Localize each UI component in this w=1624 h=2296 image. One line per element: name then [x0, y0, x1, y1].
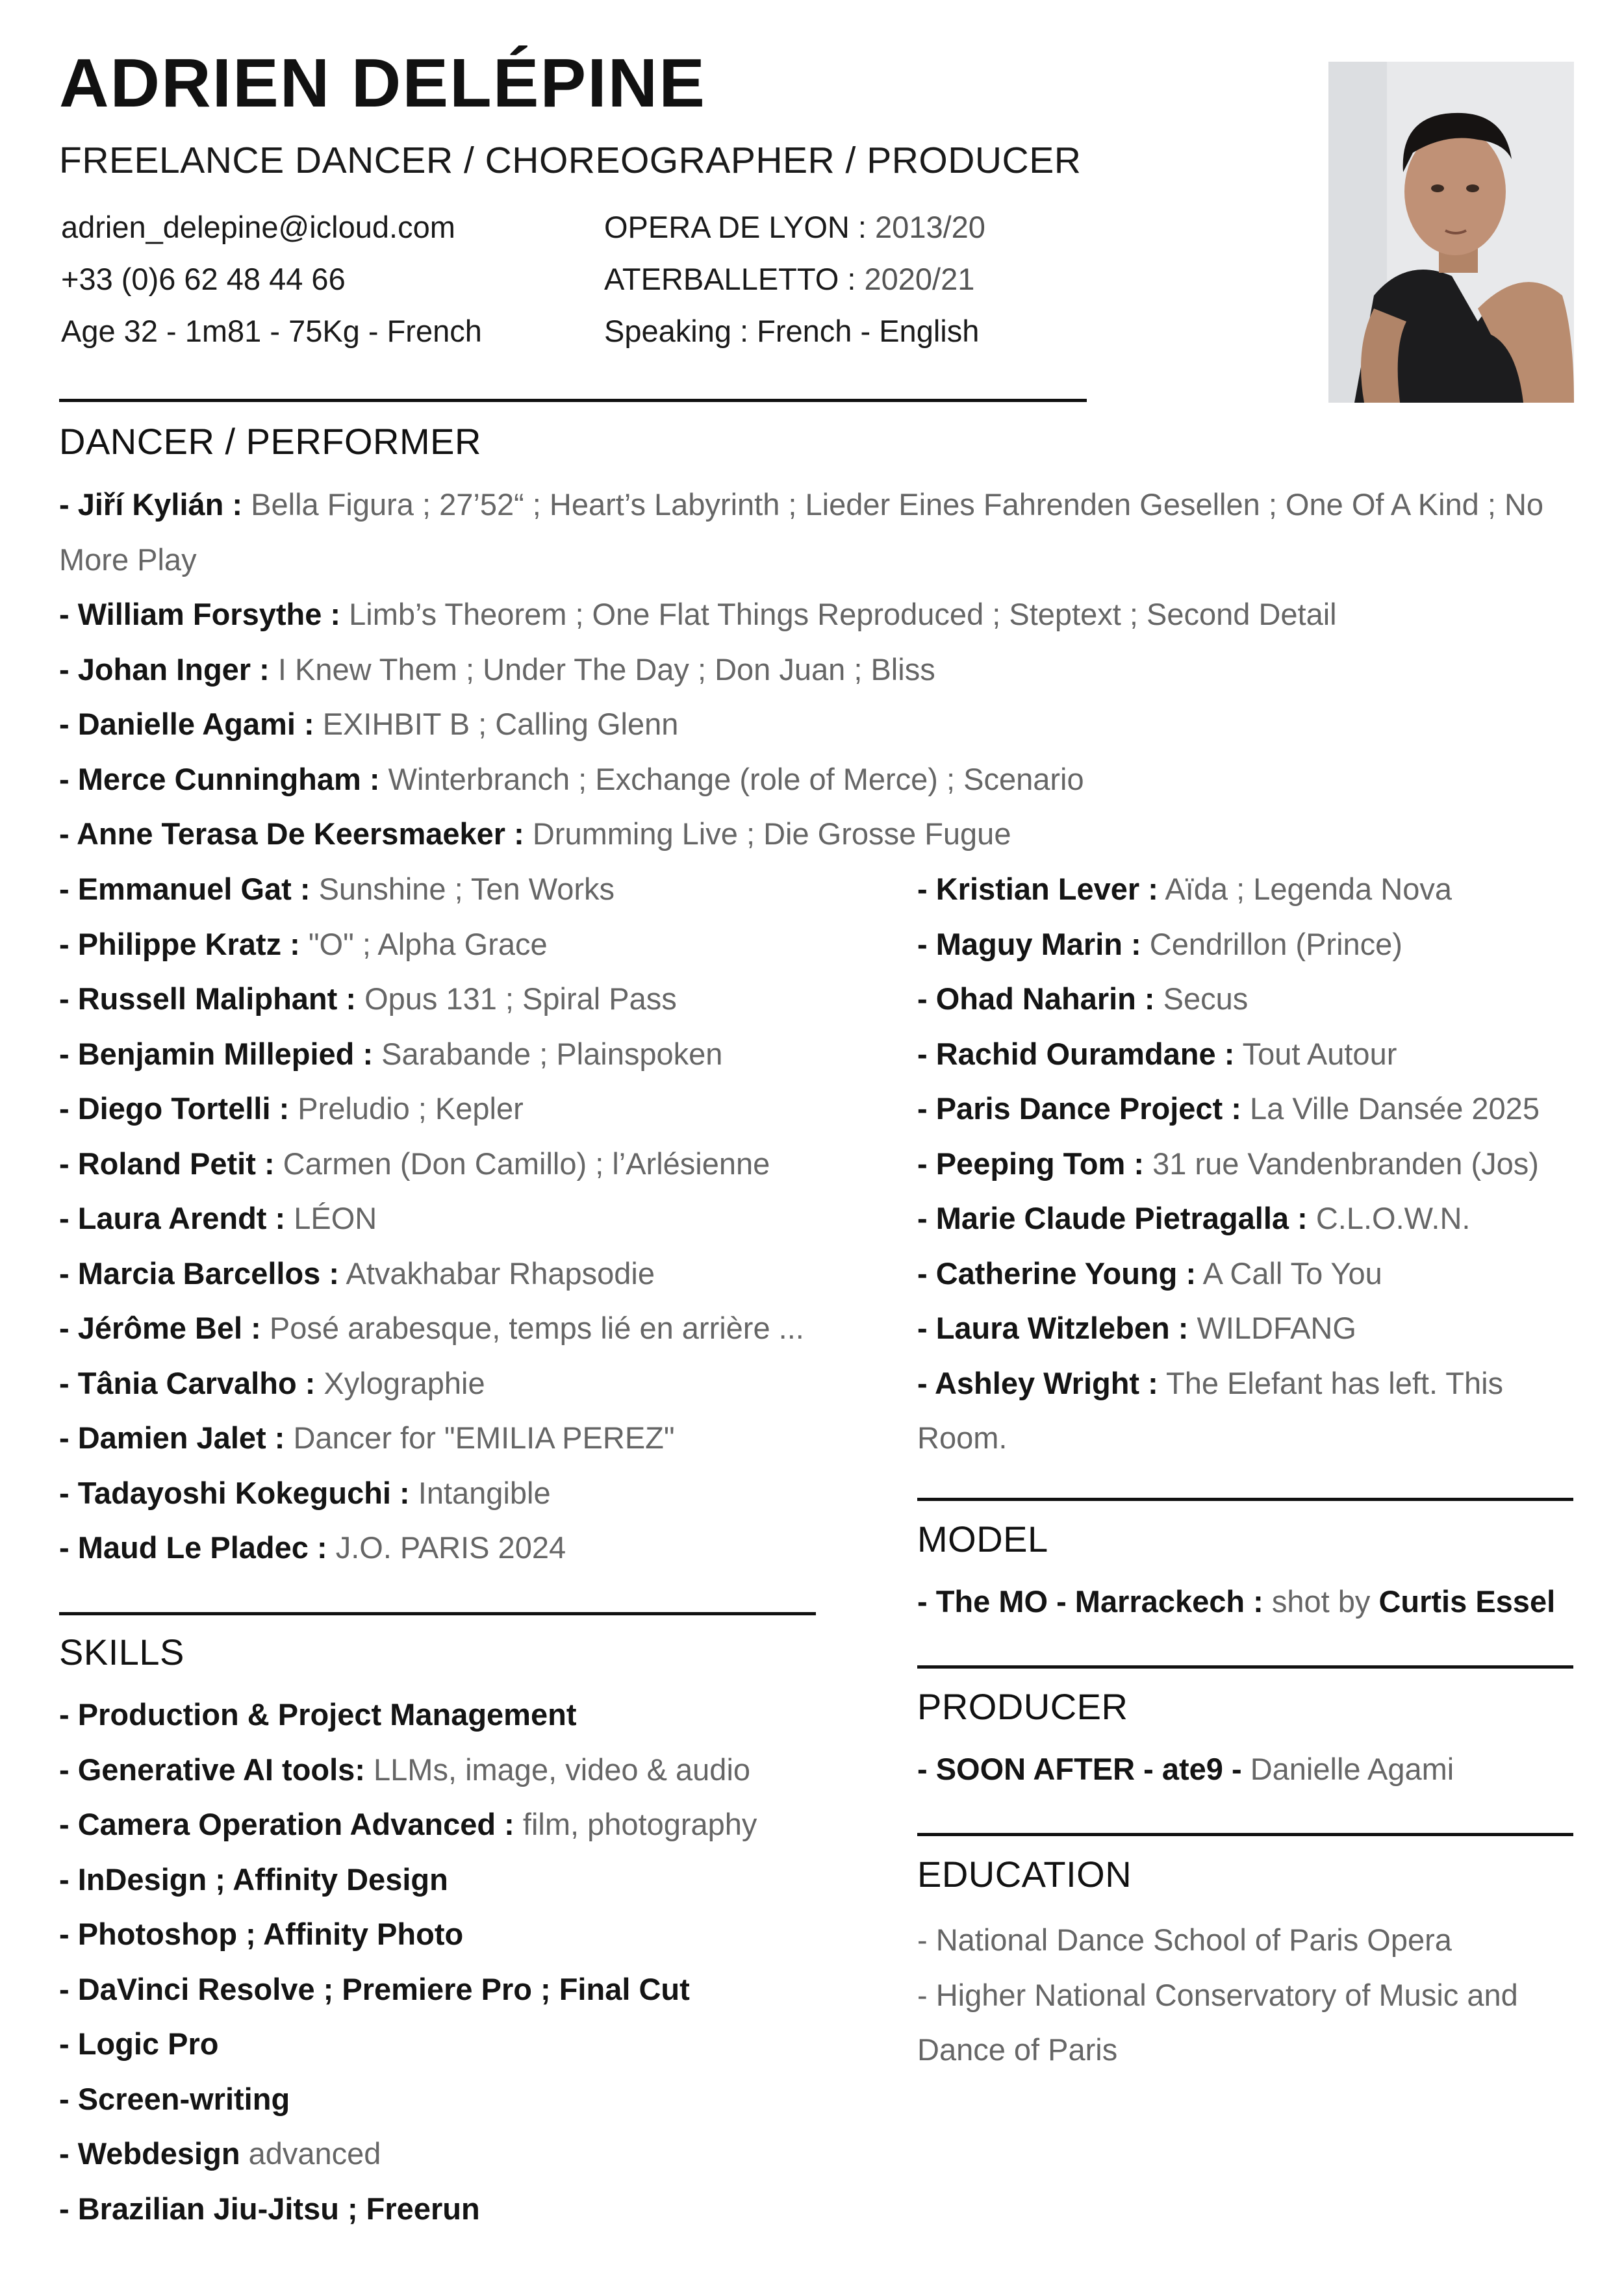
list-item: - InDesign ; Affinity Design	[59, 1861, 448, 1897]
dancer-left-list	[59, 862, 904, 1576]
list-item: - National Dance School of Paris Opera	[917, 1923, 1452, 1957]
list-item: - Photoshop ; Affinity Photo	[59, 1917, 464, 1951]
list-item: - Camera Operation Advanced : film, photography	[59, 1807, 757, 1841]
list-item: - Higher National Conservatory of Music and Dance of Paris	[917, 1977, 1518, 2067]
job-title: FREELANCE DANCER / CHOREOGRAPHER / PRODUCER	[59, 140, 1082, 181]
list-item: - Catherine Young : A Call To You	[917, 1255, 1382, 1291]
career-block	[604, 201, 985, 357]
list-item: - Paris Dance Project : La Ville Dansée 2025	[917, 1091, 1540, 1126]
list-item: - Ohad Naharin : Secus	[917, 981, 1249, 1016]
list-item: - Rachid Ouramdane : Tout Autour	[917, 1036, 1397, 1071]
model-list	[917, 1574, 1599, 1630]
list-item: - SOON AFTER - ate9 - Danielle Agami	[917, 1752, 1454, 1786]
skills-list	[59, 1687, 904, 2236]
section-heading-producer: PRODUCER	[917, 1686, 1128, 1727]
dancer-full-list	[59, 477, 1573, 862]
list-item: - Roland Petit : Carmen (Don Camillo) ; l’Arlésienne	[59, 1146, 770, 1181]
list-item: - Tânia Carvalho : Xylographie	[59, 1365, 485, 1400]
list-item: - Logic Pro	[59, 2026, 219, 2061]
list-item: - Danielle Agami : EXIHBIT B ; Calling Glenn	[59, 707, 679, 741]
portrait-photo	[1328, 62, 1574, 403]
company-line: ATERBALLETTO : 2020/21	[604, 262, 975, 296]
list-item: - Philippe Kratz : "O" ; Alpha Grace	[59, 926, 548, 961]
list-item: - Merce Cunningham : Winterbranch ; Exchange (role of Merce) ; Scenario	[59, 761, 1084, 796]
list-item: - Emmanuel Gat : Sunshine ; Ten Works	[59, 872, 615, 906]
list-item: - Russell Maliphant : Opus 131 ; Spiral Pass	[59, 981, 677, 1016]
list-item: - Maud Le Pladec : J.O. PARIS 2024	[59, 1530, 566, 1565]
section-heading-dancer: DANCER / PERFORMER	[59, 421, 481, 462]
section-heading-skills: SKILLS	[59, 1632, 184, 1672]
list-item: - Peeping Tom : 31 rue Vandenbranden (Jos)	[917, 1146, 1539, 1181]
list-item: - DaVinci Resolve ; Premiere Pro ; Final Cut	[59, 1971, 690, 2006]
list-item: - Marie Claude Pietragalla : C.L.O.W.N.	[917, 1201, 1471, 1235]
list-item: - Jiří Kylián : Bella Figura ; 27’52“ ; Heart’s Labyrinth ; Lieder Eines Fahrenden Gesellen ; One Of A Kind ; No More Play	[59, 487, 1544, 577]
list-item: - Generative AI tools: LLMs, image, video & audio	[59, 1752, 751, 1787]
list-item: - Maguy Marin : Cendrillon (Prince)	[917, 926, 1402, 961]
producer-divider	[917, 1665, 1573, 1669]
contact-block	[61, 201, 482, 357]
dancer-right-list	[917, 862, 1586, 1466]
education-divider	[917, 1833, 1573, 1836]
list-item: - Laura Witzleben : WILDFANG	[917, 1311, 1356, 1345]
personal-details: Age 32 - 1m81 - 75Kg - French	[61, 314, 482, 348]
list-item: - Marcia Barcellos : Atvakhabar Rhapsodie	[59, 1255, 655, 1291]
full-name: ADRIEN DELÉPINE	[59, 45, 706, 121]
list-item: - Brazilian Jiu-Jitsu ; Freerun	[59, 2191, 480, 2226]
header-divider	[59, 399, 1087, 402]
list-item: - Anne Terasa De Keersmaeker : Drumming Live ; Die Grosse Fugue	[59, 816, 1011, 851]
list-item: - William Forsythe : Limb’s Theorem ; One Flat Things Reproduced ; Steptext ; Second Detail	[59, 597, 1337, 631]
section-heading-model: MODEL	[917, 1519, 1048, 1559]
list-item: - Screen-writing	[59, 2081, 290, 2116]
email[interactable]: adrien_delepine@icloud.com	[61, 210, 455, 244]
list-item: - Production & Project Management	[59, 1697, 577, 1732]
list-item: - Webdesign advanced	[59, 2136, 381, 2171]
list-item: - Benjamin Millepied : Sarabande ; Plainspoken	[59, 1036, 723, 1071]
model-divider	[917, 1498, 1573, 1501]
list-item: - Damien Jalet : Dancer for "EMILIA PEREZ"	[59, 1420, 675, 1455]
list-item: - Tadayoshi Kokeguchi : Intangible	[59, 1475, 551, 1510]
list-item: - Diego Tortelli : Preludio ; Kepler	[59, 1091, 524, 1126]
list-item: - Johan Inger : I Knew Them ; Under The Day ; Don Juan ; Bliss	[59, 651, 935, 687]
section-heading-education: EDUCATION	[917, 1854, 1132, 1895]
list-item: - Ashley Wright : The Elefant has left. This Room.	[917, 1365, 1504, 1455]
skills-divider	[59, 1612, 816, 1615]
company-line: OPERA DE LYON : 2013/20	[604, 210, 985, 244]
list-item: - Kristian Lever : Aïda ; Legenda Nova	[917, 872, 1452, 906]
phone[interactable]: +33 (0)6 62 48 44 66	[61, 262, 346, 296]
languages: Speaking : French - English	[604, 314, 980, 348]
list-item: - Jérôme Bel : Posé arabesque, temps lié en arrière ...	[59, 1311, 804, 1345]
list-item: - Laura Arendt : LÉON	[59, 1201, 377, 1235]
list-item: - The MO - Marrackech : shot by Curtis Essel	[917, 1584, 1556, 1619]
producer-list	[917, 1742, 1599, 1797]
education-list	[917, 1913, 1541, 2078]
